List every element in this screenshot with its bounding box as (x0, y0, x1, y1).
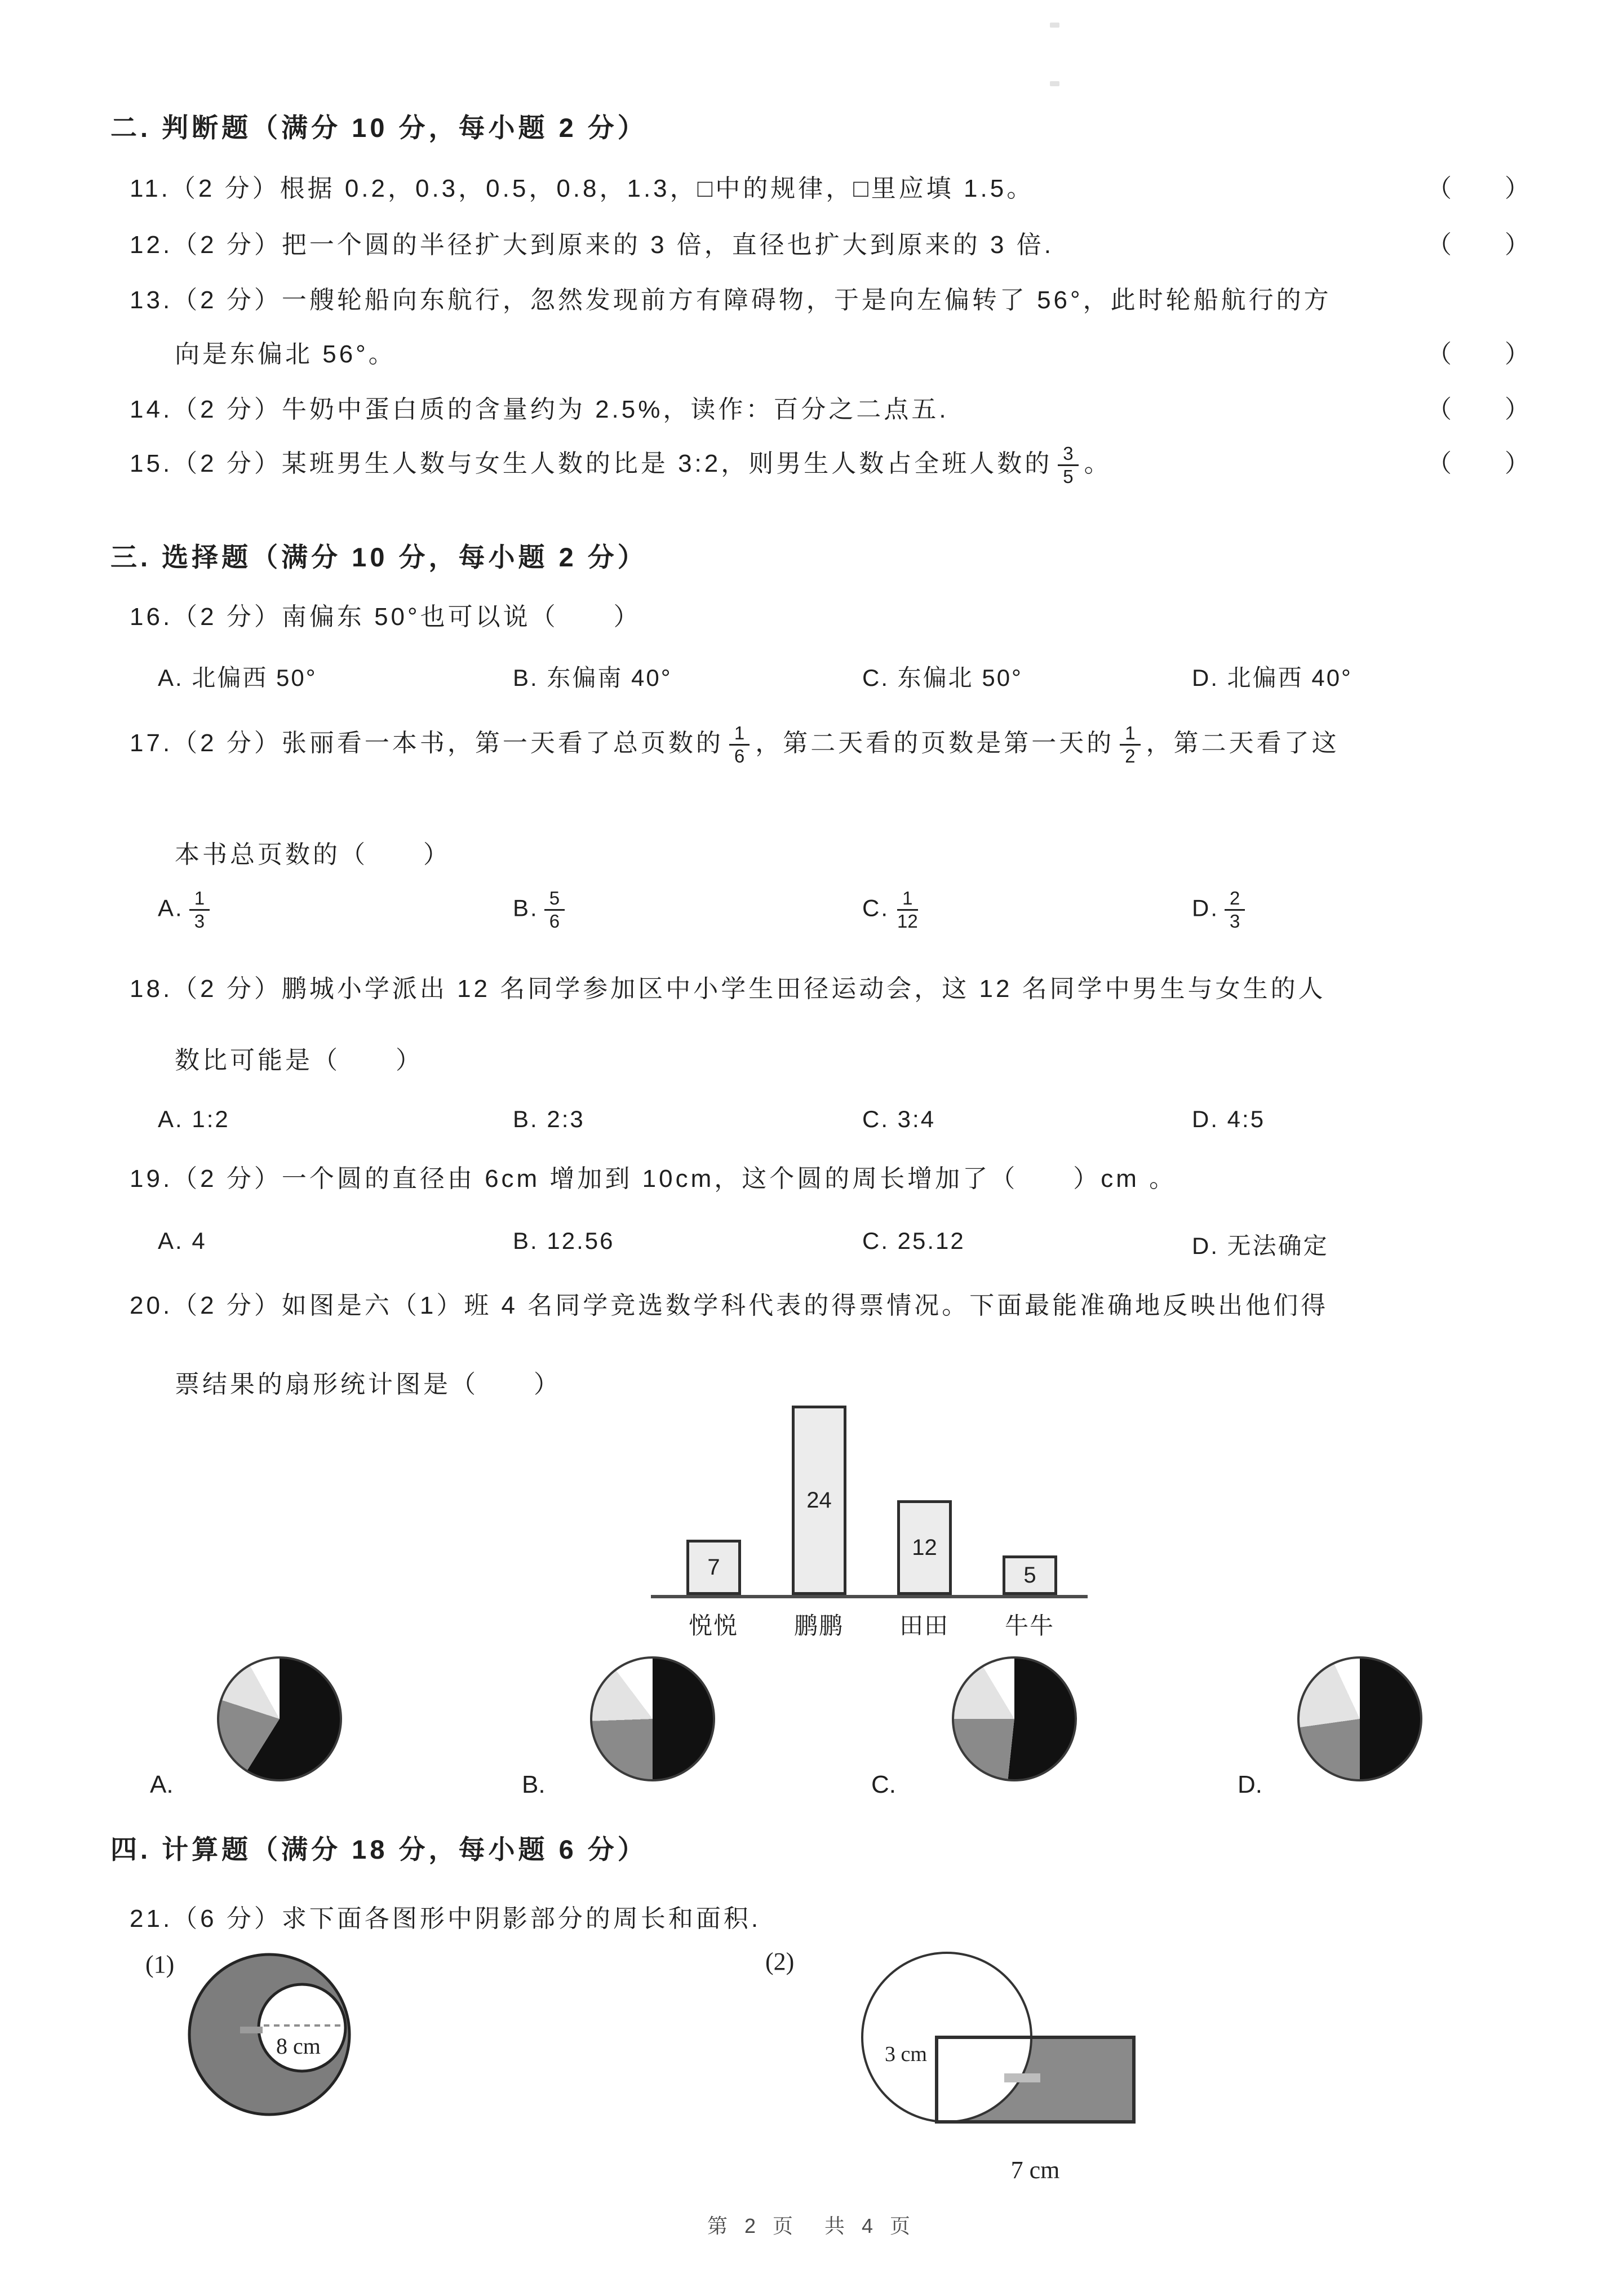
option-letter: C. (862, 894, 889, 921)
scan-artifact (1050, 81, 1059, 86)
option-18-d: D. 4:5 (1192, 1106, 1266, 1132)
question-14 (130, 389, 1531, 425)
bar-value-label: 24 (806, 1487, 832, 1513)
option-letter: A. (158, 894, 184, 921)
option-18-c: C. 3:4 (862, 1106, 936, 1132)
bar-category-label: 鹏鹏 (793, 1612, 844, 1639)
bar (686, 1540, 741, 1595)
option-17-b (513, 888, 570, 932)
bar-chart-axis (651, 1595, 1088, 1598)
question-19 (130, 1158, 1531, 1194)
question-18-line1 (130, 968, 1531, 1004)
figure-2-label: (2) (765, 1948, 795, 1975)
fraction-denominator: 3 (194, 910, 205, 932)
scan-artifact (1050, 23, 1059, 28)
option-16-b: B. 东偏南 40° (513, 664, 672, 691)
pie-option-label-c: C. (871, 1771, 896, 1798)
question-13-line2 (175, 334, 1531, 370)
bar-value-label: 7 (707, 1554, 720, 1580)
pie-option-label-a: A. (150, 1771, 174, 1798)
question-16 (130, 596, 1531, 632)
pie-chart (952, 1656, 1077, 1781)
question-17-line2 (175, 834, 1531, 870)
pie-chart (217, 1656, 342, 1781)
bar (897, 1500, 952, 1595)
figure-1-dimension: 8 cm (276, 2033, 321, 2059)
fraction-1-6 (729, 723, 750, 767)
question-11 (130, 168, 1531, 204)
question-17-text-c: ，第二天看了这 (1146, 729, 1340, 757)
question-13-text1: 13.（2 分）一艘轮船向东航行，忽然发现前方有障碍物，于是向左偏转了 56°，此时轮船航行的方 (130, 286, 1332, 314)
question-17-line1 (130, 723, 1531, 767)
option-fraction (1225, 888, 1245, 932)
option-17-d (1192, 888, 1250, 932)
question-19-text: 19.（2 分）一个圆的直径由 6cm 增加到 10cm，这个圆的周长增加了（ ）cm 。 (130, 1165, 1177, 1193)
question-12 (130, 224, 1531, 260)
fraction-numerator: 1 (189, 888, 210, 911)
question-21-text: 21.（6 分）求下面各图形中阴影部分的周长和面积. (130, 1905, 761, 1932)
question-20-line1 (130, 1285, 1531, 1321)
option-fraction (189, 888, 210, 932)
fraction-denominator: 6 (734, 745, 745, 766)
figure-2-circle-rectangle (750, 1913, 1178, 2229)
question-19-options (110, 1227, 1531, 1278)
option-fraction (895, 888, 920, 932)
option-16-a: A. 北偏西 50° (158, 664, 317, 691)
section-calc-title: 四. 计算题（满分 18 分，每小题 6 分） (110, 1834, 648, 1864)
option-19-b: B. 12.56 (513, 1227, 615, 1254)
fraction-numerator: 1 (897, 888, 917, 911)
question-18-line2 (175, 1040, 1531, 1076)
question-17-text-b: ，第二天看的页数是第一天的 (755, 729, 1115, 757)
option-letter: B. (513, 894, 539, 921)
bar (792, 1406, 846, 1595)
question-11-text: 11.（2 分）根据 0.2，0.3，0.5，0.8，1.3，□中的规律，□里应填 1.5。 (130, 175, 1035, 202)
question-20-text2: 票结果的扇形统计图是（ ） (175, 1371, 561, 1398)
option-16-d: D. 北偏西 40° (1192, 664, 1353, 691)
bar-chart (642, 1403, 1099, 1657)
figure-1-annulus (135, 1932, 372, 2186)
question-18-text2: 数比可能是（ ） (175, 1047, 423, 1074)
figure-2-radius-label: 3 cm (885, 2042, 927, 2066)
question-18-text1: 18.（2 分）鹏城小学派出 12 名同学参加区中小学生田径运动会，这 12 名同学中男生与女生的人 (130, 975, 1326, 1003)
question-13-answer-paren: （ ） (1427, 340, 1531, 368)
question-12-answer-paren: （ ） (1427, 231, 1531, 259)
bar-value-label: 5 (1023, 1562, 1036, 1588)
figure-1-label: (1) (145, 1951, 175, 1978)
question-11-answer-paren: （ ） (1427, 175, 1531, 202)
question-15-answer-paren: （ ） (1427, 450, 1531, 477)
question-16-text: 16.（2 分）南偏东 50°也可以说（ ） (130, 603, 641, 631)
pie-chart (1297, 1656, 1422, 1781)
fraction-1-2 (1120, 723, 1140, 767)
question-16-options (110, 659, 1531, 710)
question-13-line1 (130, 280, 1531, 316)
fraction-numerator: 2 (1225, 888, 1245, 911)
question-14-answer-paren: （ ） (1427, 396, 1531, 423)
option-18-a: A. 1:2 (158, 1106, 230, 1132)
option-18-b: B. 2:3 (513, 1106, 585, 1132)
question-14-text: 14.（2 分）牛奶中蛋白质的含量约为 2.5%，读作：百分之二点五. (130, 396, 949, 423)
question-13-text2: 向是东偏北 56°。 (175, 340, 396, 368)
fraction-denominator: 3 (1230, 910, 1240, 932)
fraction-3-5 (1058, 443, 1078, 487)
bar-value-label: 12 (912, 1535, 937, 1560)
pie-option-label-b: B. (522, 1771, 546, 1798)
page-footer: 第 2 页 共 4 页 (707, 2214, 916, 2237)
fraction-numerator: 1 (1120, 723, 1140, 746)
option-19-c: C. 25.12 (862, 1227, 965, 1254)
pie-option-label-d: D. (1238, 1771, 1262, 1798)
option-17-a (158, 888, 215, 932)
fraction-denominator: 5 (1063, 466, 1074, 487)
bar-category-label: 田田 (899, 1612, 949, 1639)
question-20-line2 (175, 1364, 1531, 1400)
fraction-numerator: 5 (544, 888, 565, 911)
fraction-numerator: 1 (729, 723, 750, 746)
section-judge-title: 二. 判断题（满分 10 分，每小题 2 分） (110, 113, 648, 143)
option-17-c (862, 888, 926, 932)
question-17-options (110, 888, 1531, 938)
option-16-c: C. 东偏北 50° (862, 664, 1023, 691)
option-letter: D. (1192, 894, 1219, 921)
option-19-d: D. 无法确定 (1192, 1233, 1329, 1259)
fraction-denominator: 2 (1125, 745, 1136, 766)
question-15-text-post: 。 (1084, 450, 1112, 478)
question-18-options (110, 1106, 1531, 1156)
pie-chart (590, 1656, 715, 1781)
section-choice-title: 三. 选择题（满分 10 分，每小题 2 分） (110, 542, 648, 572)
question-15-text-pre: 15.（2 分）某班男生人数与女生人数的比是 3:2，则男生人数占全班人数的 (130, 450, 1053, 478)
figure-2-width-label: 7 cm (1010, 2156, 1060, 2184)
question-17-text-a: 17.（2 分）张丽看一本书，第一天看了总页数的 (130, 729, 724, 757)
question-12-text: 12.（2 分）把一个圆的半径扩大到原来的 3 倍，直径也扩大到原来的 3 倍. (130, 231, 1054, 259)
question-17-text2: 本书总页数的（ ） (175, 841, 451, 868)
option-fraction (544, 888, 565, 932)
fraction-denominator: 12 (897, 910, 918, 932)
bar-category-label: 悦悦 (688, 1612, 738, 1639)
bar (1003, 1555, 1057, 1595)
question-15 (130, 443, 1531, 487)
fraction-denominator: 6 (549, 910, 560, 932)
option-19-a: A. 4 (158, 1227, 207, 1254)
fraction-numerator: 3 (1058, 443, 1078, 466)
question-20-text1: 20.（2 分）如图是六（1）班 4 名同学竞选数学科代表的得票情况。下面最能准确地反映出他们得 (130, 1292, 1329, 1319)
bar-category-label: 牛牛 (1004, 1612, 1054, 1639)
